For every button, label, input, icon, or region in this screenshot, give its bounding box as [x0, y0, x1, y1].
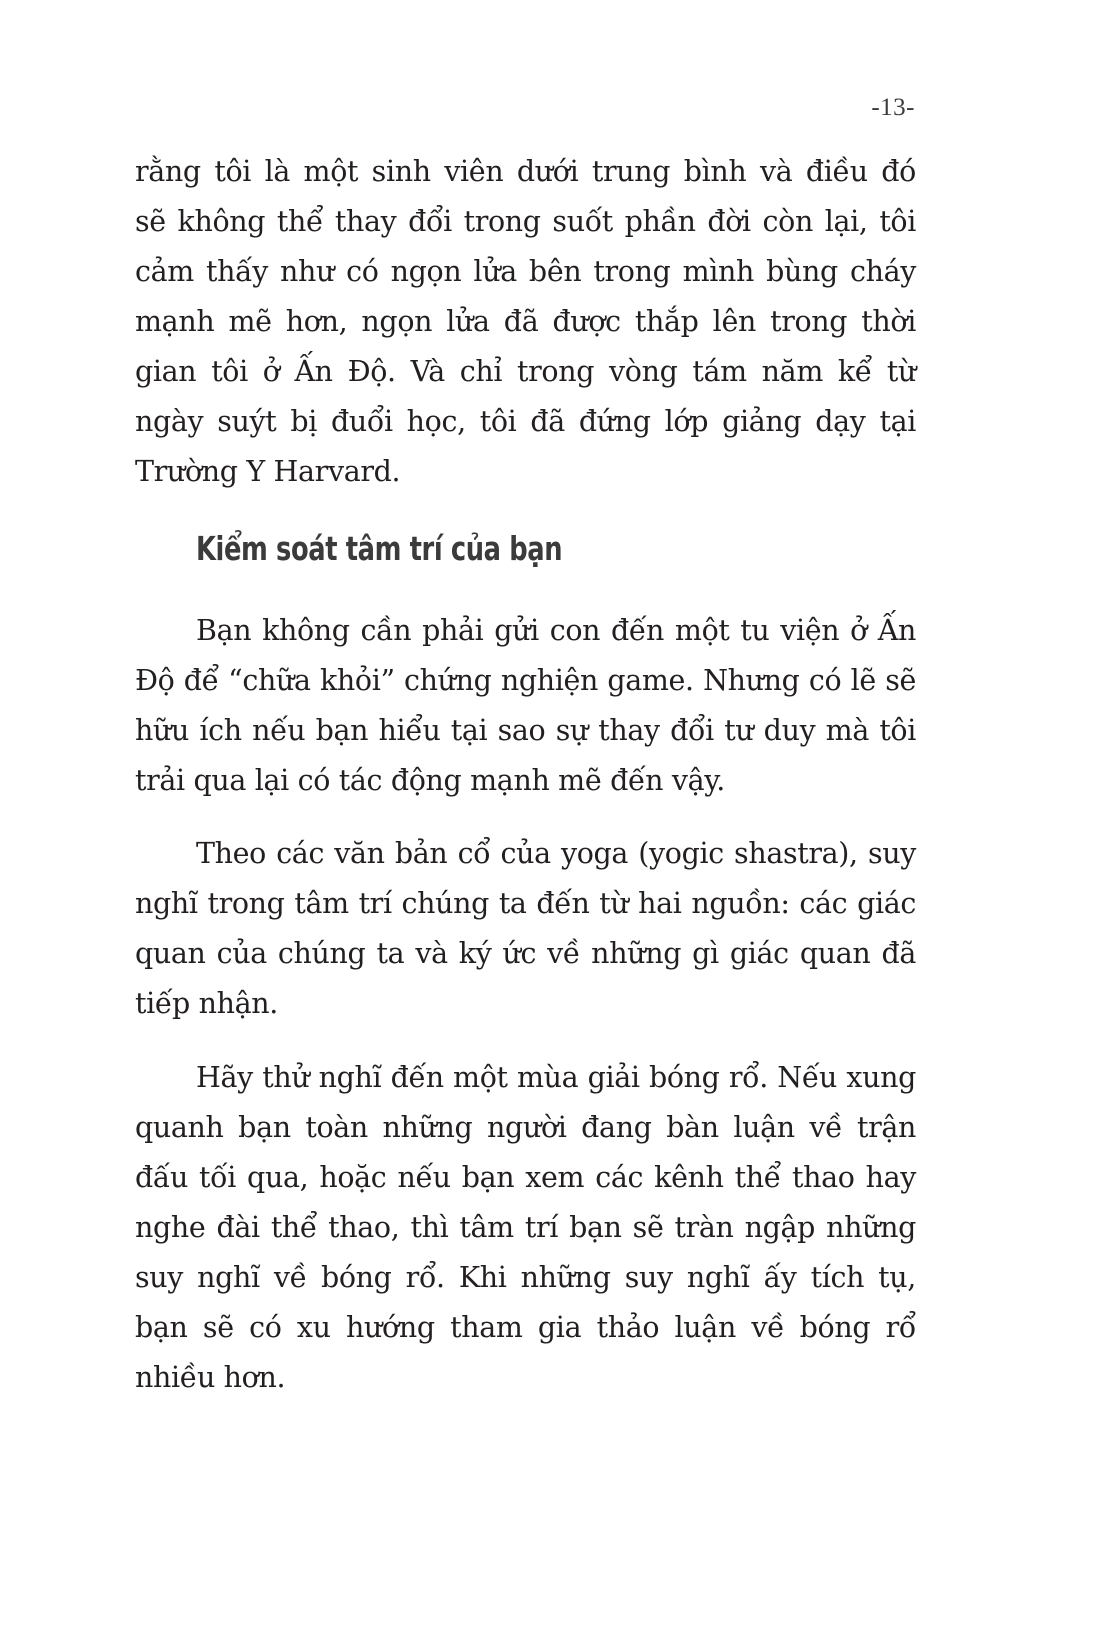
paragraph-4 — [135, 1053, 916, 1403]
text-line: Trường Y Harvard. — [135, 455, 401, 488]
page-number: -13- — [871, 94, 915, 121]
text-line: nhiều hơn. — [135, 1361, 286, 1394]
text-line: Hãy thử nghĩ đến một mùa giải bóng rổ. Nếu xung — [196, 1061, 916, 1094]
text-line: bạn sẽ có xu hướng tham gia thảo luận về bóng rổ — [135, 1311, 916, 1344]
text-line: Độ để “chữa khỏi” chứng nghiện game. Nhưng có lẽ sẽ — [135, 664, 916, 697]
text-line: trải qua lại có tác động mạnh mẽ đến vậy. — [135, 764, 725, 797]
text-line: suy nghĩ về bóng rổ. Khi những suy nghĩ ấy tích tụ, — [135, 1261, 916, 1294]
text-line: ngày suýt bị đuổi học, tôi đã đứng lớp giảng dạy tại — [135, 405, 916, 438]
text-line: nghĩ trong tâm trí chúng ta đến từ hai nguồn: các giác — [135, 887, 916, 920]
text-line: quanh bạn toàn những người đang bàn luận về trận — [135, 1111, 916, 1144]
text-line: Bạn không cần phải gửi con đến một tu viện ở Ấn — [196, 614, 916, 647]
paragraph-1 — [135, 147, 916, 497]
text-line: rằng tôi là một sinh viên dưới trung bình và điều đó — [135, 155, 916, 188]
text-line: đấu tối qua, hoặc nếu bạn xem các kênh thể thao hay — [135, 1161, 916, 1194]
text-line: Theo các văn bản cổ của yoga (yogic shastra), suy — [196, 837, 916, 870]
text-line: hữu ích nếu bạn hiểu tại sao sự thay đổi tư duy mà tôi — [135, 714, 916, 747]
paragraph-3 — [135, 829, 916, 1029]
text-line: nghe đài thể thao, thì tâm trí bạn sẽ tràn ngập những — [135, 1211, 916, 1244]
text-line: cảm thấy như có ngọn lửa bên trong mình bùng cháy — [135, 255, 916, 288]
text-line: mạnh mẽ hơn, ngọn lửa đã được thắp lên trong thời — [135, 305, 916, 338]
paragraph-2 — [135, 606, 916, 806]
section-heading: Kiểm soát tâm trí của bạn — [196, 529, 563, 568]
text-line: tiếp nhận. — [135, 987, 279, 1020]
text-line: quan của chúng ta và ký ức về những gì giác quan đã — [135, 937, 916, 970]
text-line: gian tôi ở Ấn Độ. Và chỉ trong vòng tám năm kể từ — [135, 355, 916, 388]
text-line: sẽ không thể thay đổi trong suốt phần đời còn lại, tôi — [135, 205, 916, 238]
